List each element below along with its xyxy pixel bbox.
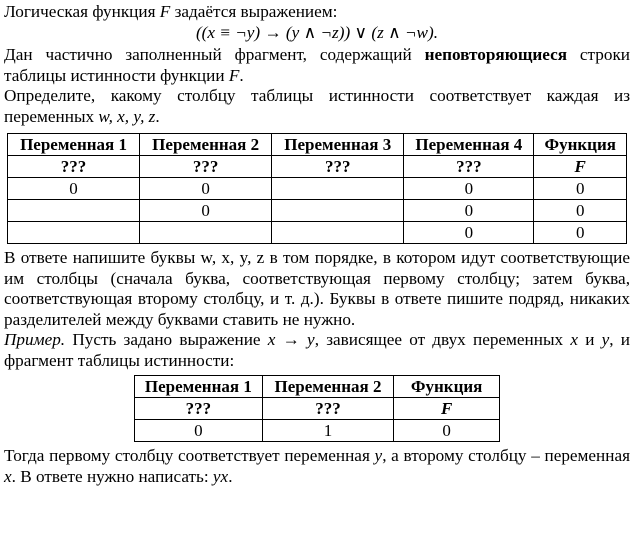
- label-cell: ???: [272, 156, 404, 178]
- function-name: F: [159, 2, 171, 21]
- header-cell: Функция: [534, 134, 627, 156]
- table-row: [8, 222, 627, 244]
- label-cell: ???: [262, 398, 394, 420]
- table-cell: [140, 222, 272, 244]
- header-cell: Переменная 1: [8, 134, 140, 156]
- given-paragraph: Дан частично заполненный фрагмент, содержащий неповторяющиеся строки таблицы истинности функции F.: [4, 45, 630, 85]
- table-cell: [8, 222, 140, 244]
- header-cell: Переменная 4: [404, 134, 534, 156]
- table-cell: [272, 222, 404, 244]
- table-row: [8, 178, 627, 200]
- example-conclusion: Тогда первому столбцу соответствует переменная y, а второму столбцу – переменная x. В ответе нужно написать: yx.: [4, 446, 630, 486]
- label-cell: F: [534, 156, 627, 178]
- label-cell: ???: [404, 156, 534, 178]
- table-cell: [8, 200, 140, 222]
- table-cell: 1: [262, 420, 394, 442]
- table-cell: 0: [8, 178, 140, 200]
- table-cell: 0: [140, 200, 272, 222]
- truth-table: [7, 133, 627, 244]
- header-cell: Переменная 3: [272, 134, 404, 156]
- table-cell: 0: [534, 200, 627, 222]
- truth-table-header: [8, 134, 627, 156]
- header-cell: Переменная 1: [135, 376, 263, 398]
- variable-list: w, x, y, z: [98, 106, 156, 126]
- header-cell: Функция: [394, 376, 500, 398]
- answer-instructions: В ответе напишите буквы w, x, y, z в том порядке, в котором идут соответствующие им столбцы (сначала буква, соответствующая первому столбцу; затем буква, соответствующая второму столбцу, и т. д.). Буквы в ответе пишите подряд, никаких разделителей между буквами ставить не нужно.: [4, 248, 630, 329]
- table-row: [8, 200, 627, 222]
- table-cell: [272, 178, 404, 200]
- example-label: Пример.: [4, 330, 66, 349]
- example-paragraph: Пример. Пусть задано выражение x → y, зависящее от двух переменных x и y, и фрагмент таблицы истинности:: [4, 330, 631, 370]
- table-row: [135, 398, 500, 420]
- table-cell: 0: [404, 200, 534, 222]
- table-cell: [272, 200, 404, 222]
- table-cell: 0: [140, 178, 272, 200]
- function-intro: Логическая функция F задаётся выражением:: [4, 2, 338, 21]
- formula: ((x ≡ ¬y) → (y ∧ ¬z)) ∨ (z ∧ ¬w).: [195, 22, 439, 42]
- table-cell: 0: [404, 222, 534, 244]
- label-cell: ???: [140, 156, 272, 178]
- table-cell: 0: [135, 420, 263, 442]
- example-table: [134, 375, 500, 442]
- table-cell: 0: [404, 178, 534, 200]
- task-document: [4, 2, 630, 487]
- label-cell: F: [394, 398, 500, 420]
- emphasis-nonrepeating: неповторяющиеся: [424, 45, 568, 64]
- table-cell: 0: [534, 178, 627, 200]
- question-paragraph: Определите, какому столбцу таблицы истинности соответствует каждая из переменных w, x, y, z.: [4, 86, 630, 126]
- header-cell: Переменная 2: [140, 134, 272, 156]
- table-cell: 0: [534, 222, 627, 244]
- header-cell: Переменная 2: [262, 376, 394, 398]
- label-cell: ???: [8, 156, 140, 178]
- example-table-header: [135, 376, 500, 398]
- label-cell: ???: [135, 398, 263, 420]
- table-row: [8, 156, 627, 178]
- table-row: [135, 420, 500, 442]
- table-cell: 0: [394, 420, 500, 442]
